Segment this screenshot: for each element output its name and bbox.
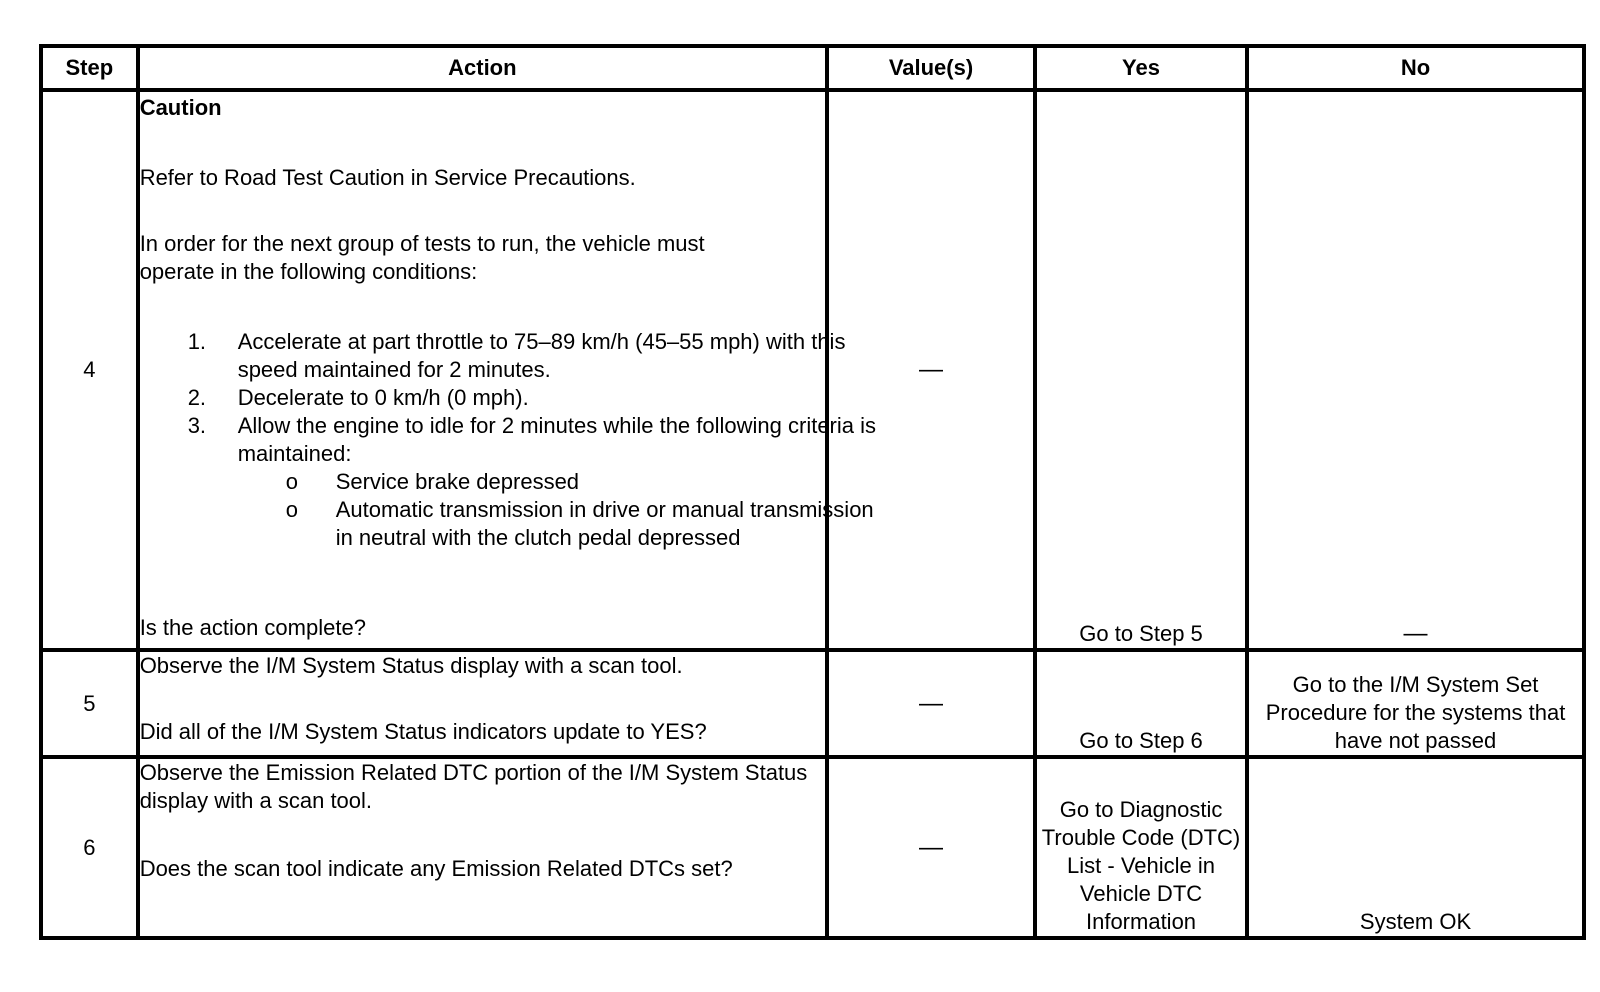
list-text: Accelerate at part throttle to 75–89 km/h (45–55 mph) with this speed maintained for 2 minutes. <box>237 329 846 382</box>
header-yes: Yes <box>1035 46 1247 90</box>
action-cell <box>138 757 827 938</box>
list-item <box>285 468 878 496</box>
table-row-step-5 <box>41 650 1584 757</box>
step-question: Did all of the I/M System Status indicators update to YES? <box>139 719 707 744</box>
list-item <box>187 412 878 552</box>
procedure-list <box>140 328 878 552</box>
list-number: 1. <box>187 329 207 354</box>
bullet-icon: o <box>285 469 298 494</box>
values-cell: — <box>827 757 1035 938</box>
yes-cell: Go to Step 5 <box>1035 90 1247 650</box>
caution-reference: Refer to Road Test Caution in Service Precautions. <box>139 165 636 190</box>
bullet-icon: o <box>285 497 298 522</box>
action-cell <box>138 650 827 757</box>
list-text: Decelerate to 0 km/h (0 mph). <box>237 385 529 410</box>
step-number: 5 <box>41 650 138 757</box>
values-cell: — <box>827 650 1035 757</box>
caution-title: Caution <box>139 95 222 120</box>
table-row-step-6 <box>41 757 1584 938</box>
list-number: 3. <box>187 413 207 438</box>
list-item <box>187 384 878 412</box>
step-number: 6 <box>41 757 138 938</box>
step-question: Does the scan tool indicate any Emission Related DTCs set? <box>139 856 733 881</box>
header-no: No <box>1247 46 1584 90</box>
header-row <box>41 46 1584 90</box>
step-number: 4 <box>41 90 138 650</box>
header-step: Step <box>41 46 138 90</box>
list-item <box>285 496 878 552</box>
conditions-intro: In order for the next group of tests to run, the vehicle must operate in the following conditions: <box>139 231 705 284</box>
list-text: Allow the engine to idle for 2 minutes while the following criteria is maintained: <box>237 413 877 466</box>
table-row-step-4 <box>41 90 1584 650</box>
criteria-list <box>238 468 878 552</box>
action-cell <box>138 90 877 650</box>
values-cell: — <box>827 90 1035 650</box>
list-text: Service brake depressed <box>335 469 580 494</box>
step-instruction: Observe the Emission Related DTC portion of the I/M System Status display with a scan tool. <box>139 760 808 813</box>
step-instruction: Observe the I/M System Status display with a scan tool. <box>139 653 683 678</box>
list-item <box>187 328 878 384</box>
step-question: Is the action complete? <box>139 615 366 640</box>
no-cell: System OK <box>1247 757 1584 938</box>
header-action: Action <box>138 46 827 90</box>
yes-cell: Go to Step 6 <box>1035 650 1247 757</box>
list-text: Automatic transmission in drive or manual transmission in neutral with the clutch pedal depressed <box>335 497 874 550</box>
no-cell: Go to the I/M System Set Procedure for the systems that have not passed <box>1247 650 1584 757</box>
yes-cell: Go to Diagnostic Trouble Code (DTC) List - Vehicle in Vehicle DTC Information <box>1035 757 1247 938</box>
list-number: 2. <box>187 385 207 410</box>
header-values: Value(s) <box>827 46 1035 90</box>
no-cell: — <box>1247 90 1584 650</box>
diagnostic-steps-table <box>39 44 1586 940</box>
